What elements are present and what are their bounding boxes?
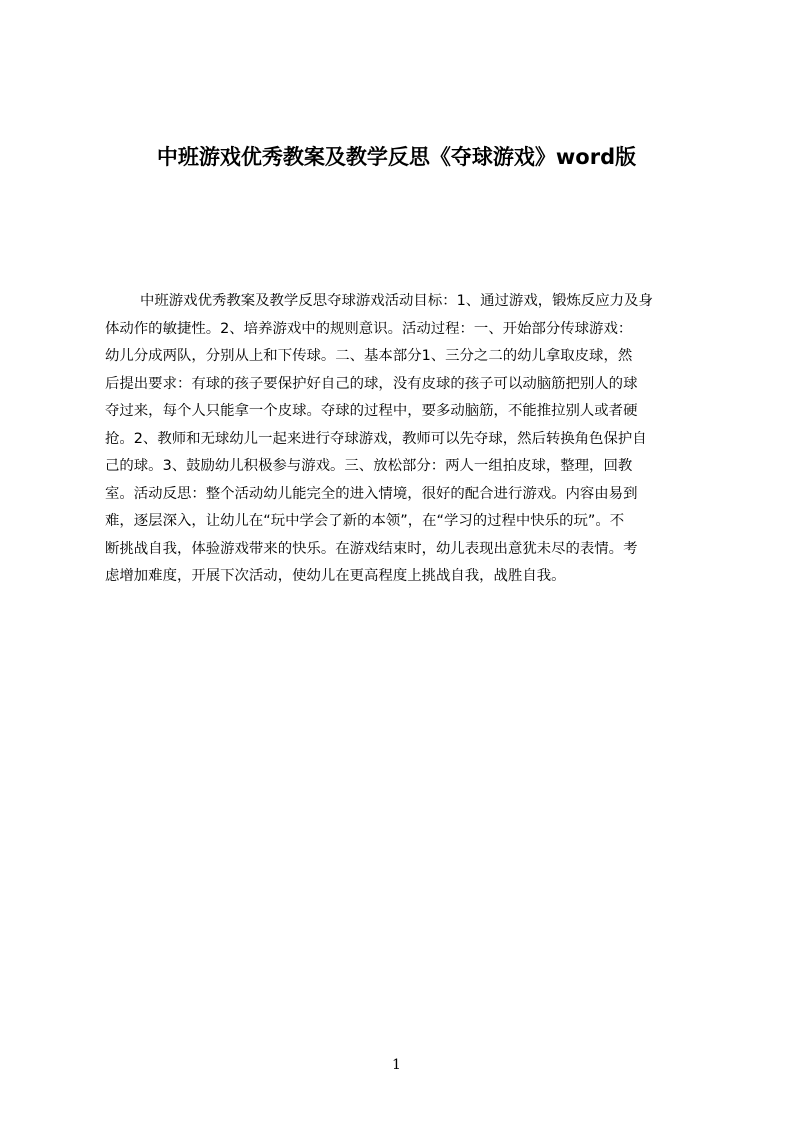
paragraph-line: 体动作的敏捷性。2、培养游戏中的规则意识。活动过程：一、开始部分传球游戏： <box>105 320 633 337</box>
paragraph-line: 抢。2、教师和无球幼儿一起来进行夺球游戏，教师可以先夺球，然后转换角色保护自 <box>105 430 647 447</box>
body-paragraph <box>105 288 715 598</box>
page-number: 1 <box>392 1057 401 1073</box>
paragraph-line: 虑增加难度，开展下次活动，使幼儿在更高程度上挑战自我，战胜自我。 <box>105 568 566 584</box>
paragraph-line: 夺过来，每个人只能拿一个皮球。夺球的过程中，要多动脑筋，不能推拉别人或者硬 <box>105 403 638 419</box>
paragraph-line: 己的球。3、鼓励幼儿积极参与游戏。三、放松部分：两人一组拍皮球，整理，回教 <box>105 458 633 474</box>
page-title: 中班游戏优秀教案及教学反思《夺球游戏》word版 <box>156 145 637 169</box>
paragraph-line: 难，逐层深入，让幼儿在“玩中学会了新的本领”，在“学习的过程中快乐的玩”。不 <box>105 513 625 529</box>
paragraph-line: 后提出要求：有球的孩子要保护好自己的球，没有皮球的孩子可以动脑筋把别人的球 <box>105 375 638 392</box>
paragraph-line: 断挑战自我，体验游戏带来的快乐。在游戏结束时，幼儿表现出意犹未尽的表情。考 <box>105 540 638 557</box>
paragraph-line: 室。活动反思：整个活动幼儿能完全的进入情境，很好的配合进行游戏。内容由易到 <box>105 485 638 502</box>
paragraph-line: 幼儿分成两队，分别从上和下传球。二、基本部分1、三分之二的幼儿拿取皮球，然 <box>105 348 633 364</box>
paragraph-line: 中班游戏优秀教案及教学反思夺球游戏活动目标：1、通过游戏，锻炼反应力及身 <box>140 293 653 309</box>
